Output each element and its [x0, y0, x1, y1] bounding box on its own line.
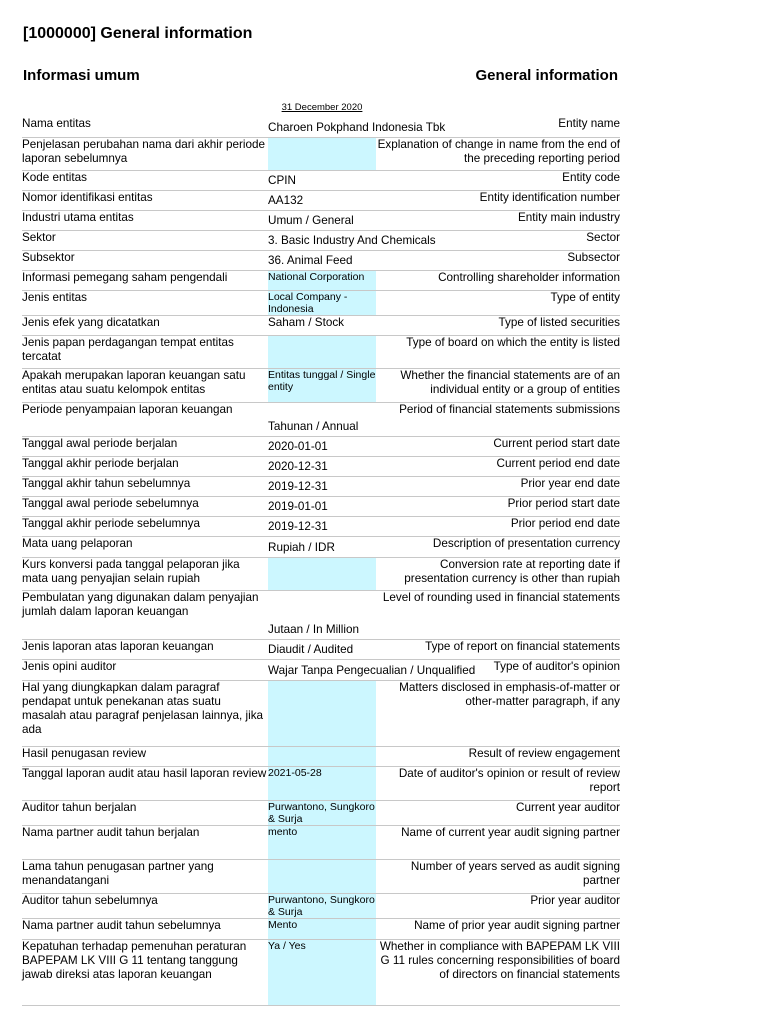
row-label-english: Name of current year audit signing partner	[376, 825, 620, 859]
table-row	[22, 270, 620, 290]
row-label-english: Entity name	[376, 117, 620, 137]
row-label-english: Entity code	[376, 170, 620, 190]
row-label: Nama partner audit tahun berjalan	[22, 825, 268, 859]
row-label: Jenis efek yang dicatatkan	[22, 315, 268, 335]
row-label-english: Result of review engagement	[376, 746, 620, 766]
row-label: Kepatuhan terhadap pemenuhan peraturan BAPEPAM LK VIII G 11 tentang tanggung jawab direksi atas laporan keuangan	[22, 939, 268, 1005]
row-label: Kode entitas	[22, 170, 268, 190]
table-row	[22, 590, 620, 639]
row-label-english: Prior year end date	[376, 476, 620, 496]
row-label: Jenis opini auditor	[22, 659, 268, 680]
row-value[interactable]: Entitas tunggal / Single entity	[268, 368, 376, 402]
row-label-english: Type of board on which the entity is listed	[376, 335, 620, 368]
row-value[interactable]: 2019-12-31	[268, 476, 376, 496]
row-value[interactable]: Rupiah / IDR	[268, 536, 376, 557]
table-row	[22, 137, 620, 170]
table-row	[22, 496, 620, 516]
row-label-english: Sector	[376, 230, 620, 250]
row-value[interactable]	[268, 335, 376, 368]
table-row	[22, 746, 620, 766]
row-label: Periode penyampaian laporan keuangan	[22, 402, 268, 436]
row-value[interactable]: Local Company - Indonesia	[268, 290, 376, 315]
row-value[interactable]: Diaudit / Audited	[268, 639, 376, 659]
row-label: Kurs konversi pada tanggal pelaporan jika mata uang penyajian selain rupiah	[22, 557, 268, 590]
row-label: Jenis papan perdagangan tempat entitas tercatat	[22, 335, 268, 368]
row-value[interactable]: National Corporation	[268, 270, 376, 290]
row-label: Tanggal awal periode sebelumnya	[22, 496, 268, 516]
row-label-english: Prior period start date	[376, 496, 620, 516]
row-value[interactable]: mento	[268, 825, 376, 859]
row-value[interactable]	[268, 746, 376, 766]
table-row	[22, 536, 620, 557]
row-label-english: Prior period end date	[376, 516, 620, 536]
table-row	[22, 210, 620, 230]
row-label-english: Subsector	[376, 250, 620, 270]
row-label-english: Type of report on financial statements	[376, 639, 620, 659]
table-row	[22, 290, 620, 315]
table-row	[22, 639, 620, 659]
row-label-english: Whether in compliance with BAPEPAM LK VIII G 11 rules concerning responsibilities of board of directors on financial statements	[376, 939, 620, 1005]
page-title: [1000000] General information	[23, 25, 253, 42]
row-label: Nama entitas	[22, 117, 268, 137]
row-value[interactable]: 2020-01-01	[268, 436, 376, 456]
period-date-header: 31 December 2020	[281, 102, 363, 113]
row-value[interactable]: Jutaan / In Million	[268, 590, 376, 639]
table-row	[22, 766, 620, 800]
table-row	[22, 170, 620, 190]
row-label-english: Current year auditor	[376, 800, 620, 825]
row-label-english: Whether the financial statements are of an individual entity or a group of entities	[376, 368, 620, 402]
row-value[interactable]: CPIN	[268, 170, 376, 190]
row-label-english: Entity main industry	[376, 210, 620, 230]
row-value[interactable]: Tahunan / Annual	[268, 402, 376, 436]
row-value[interactable]: 3. Basic Industry And Chemicals	[268, 230, 376, 250]
row-value[interactable]: Charoen Pokphand Indonesia Tbk	[268, 117, 376, 137]
row-value[interactable]: Mento	[268, 918, 376, 939]
row-label: Auditor tahun sebelumnya	[22, 893, 268, 918]
row-label-english: Controlling shareholder information	[376, 270, 620, 290]
row-label: Tanggal akhir tahun sebelumnya	[22, 476, 268, 496]
row-label-english: Explanation of change in name from the end of the preceding reporting period	[376, 137, 620, 170]
table-row	[22, 680, 620, 746]
section-heading-indonesian: Informasi umum	[23, 67, 140, 84]
table-row	[22, 190, 620, 210]
table-row	[22, 315, 620, 335]
section-heading-english: General information	[475, 67, 618, 84]
row-label: Tanggal akhir periode sebelumnya	[22, 516, 268, 536]
row-label-english: Conversion rate at reporting date if presentation currency is other than rupiah	[376, 557, 620, 590]
row-label: Pembulatan yang digunakan dalam penyajian jumlah dalam laporan keuangan	[22, 590, 268, 639]
row-value[interactable]: Saham / Stock	[268, 315, 376, 335]
table-row	[22, 939, 620, 1005]
table-row	[22, 516, 620, 536]
table-row	[22, 918, 620, 939]
row-label: Sektor	[22, 230, 268, 250]
row-value[interactable]	[268, 859, 376, 893]
table-row	[22, 117, 620, 137]
row-label-english: Matters disclosed in emphasis-of-matter or other-matter paragraph, if any	[376, 680, 620, 746]
row-label: Jenis laporan atas laporan keuangan	[22, 639, 268, 659]
row-label: Tanggal akhir periode berjalan	[22, 456, 268, 476]
row-value[interactable]: 2020-12-31	[268, 456, 376, 476]
table-row	[22, 800, 620, 825]
row-label: Mata uang pelaporan	[22, 536, 268, 557]
row-value[interactable]: Ya / Yes	[268, 939, 376, 1005]
row-label-english: Type of entity	[376, 290, 620, 315]
table-row	[22, 230, 620, 250]
row-label: Lama tahun penugasan partner yang menandatangani	[22, 859, 268, 893]
row-value[interactable]: AA132	[268, 190, 376, 210]
row-label: Informasi pemegang saham pengendali	[22, 270, 268, 290]
row-label: Hasil penugasan review	[22, 746, 268, 766]
table-row	[22, 476, 620, 496]
table-row	[22, 436, 620, 456]
row-label: Auditor tahun berjalan	[22, 800, 268, 825]
row-label-english: Description of presentation currency	[376, 536, 620, 557]
table-row	[22, 859, 620, 893]
row-label-english: Period of financial statements submissions	[376, 402, 620, 436]
row-label: Nomor identifikasi entitas	[22, 190, 268, 210]
row-label-english: Type of listed securities	[376, 315, 620, 335]
row-label: Industri utama entitas	[22, 210, 268, 230]
row-label-english: Entity identification number	[376, 190, 620, 210]
table-row	[22, 456, 620, 476]
row-value[interactable]	[268, 680, 376, 746]
row-label-english: Level of rounding used in financial statements	[376, 590, 620, 639]
row-value[interactable]: Purwantono, Sungkoro & Surja	[268, 800, 375, 825]
row-label-english: Number of years served as audit signing partner	[376, 859, 620, 893]
row-label: Penjelasan perubahan nama dari akhir periode laporan sebelumnya	[22, 137, 268, 170]
row-value[interactable]: 2021-05-28	[268, 766, 376, 800]
row-value[interactable]: 36. Animal Feed	[268, 250, 376, 270]
row-label-english: Date of auditor's opinion or result of review report	[376, 766, 620, 800]
row-value[interactable]: 2019-12-31	[268, 516, 376, 536]
table-row	[22, 335, 620, 368]
row-value[interactable]: 2019-01-01	[268, 496, 376, 516]
row-value[interactable]: Purwantono, Sungkoro & Surja	[268, 893, 375, 918]
row-value[interactable]	[268, 137, 376, 170]
row-value[interactable]: Wajar Tanpa Pengecualian / Unqualified	[268, 659, 376, 680]
row-label: Nama partner audit tahun sebelumnya	[22, 918, 268, 939]
row-value[interactable]: Umum / General	[268, 210, 376, 230]
row-value[interactable]	[268, 557, 376, 590]
row-label-english: Name of prior year audit signing partner	[376, 918, 620, 939]
row-label: Subsektor	[22, 250, 268, 270]
row-label-english: Current period start date	[376, 436, 620, 456]
table-row	[22, 825, 620, 859]
row-label-english: Current period end date	[376, 456, 620, 476]
row-label: Jenis entitas	[22, 290, 268, 315]
table-row	[22, 659, 620, 680]
row-label-english: Prior year auditor	[376, 893, 620, 918]
table-row	[22, 893, 620, 918]
table-row	[22, 402, 620, 436]
row-label-english: Type of auditor's opinion	[376, 659, 620, 680]
general-information-table	[22, 117, 620, 1006]
row-label: Apakah merupakan laporan keuangan satu entitas atau suatu kelompok entitas	[22, 368, 268, 402]
table-row	[22, 250, 620, 270]
row-label: Hal yang diungkapkan dalam paragraf pendapat untuk penekanan atas suatu masalah atau paragraf penjelasan lainnya, jika ada	[22, 680, 268, 746]
row-label: Tanggal awal periode berjalan	[22, 436, 268, 456]
table-row	[22, 557, 620, 590]
table-row	[22, 368, 620, 402]
row-label: Tanggal laporan audit atau hasil laporan review	[22, 766, 268, 800]
